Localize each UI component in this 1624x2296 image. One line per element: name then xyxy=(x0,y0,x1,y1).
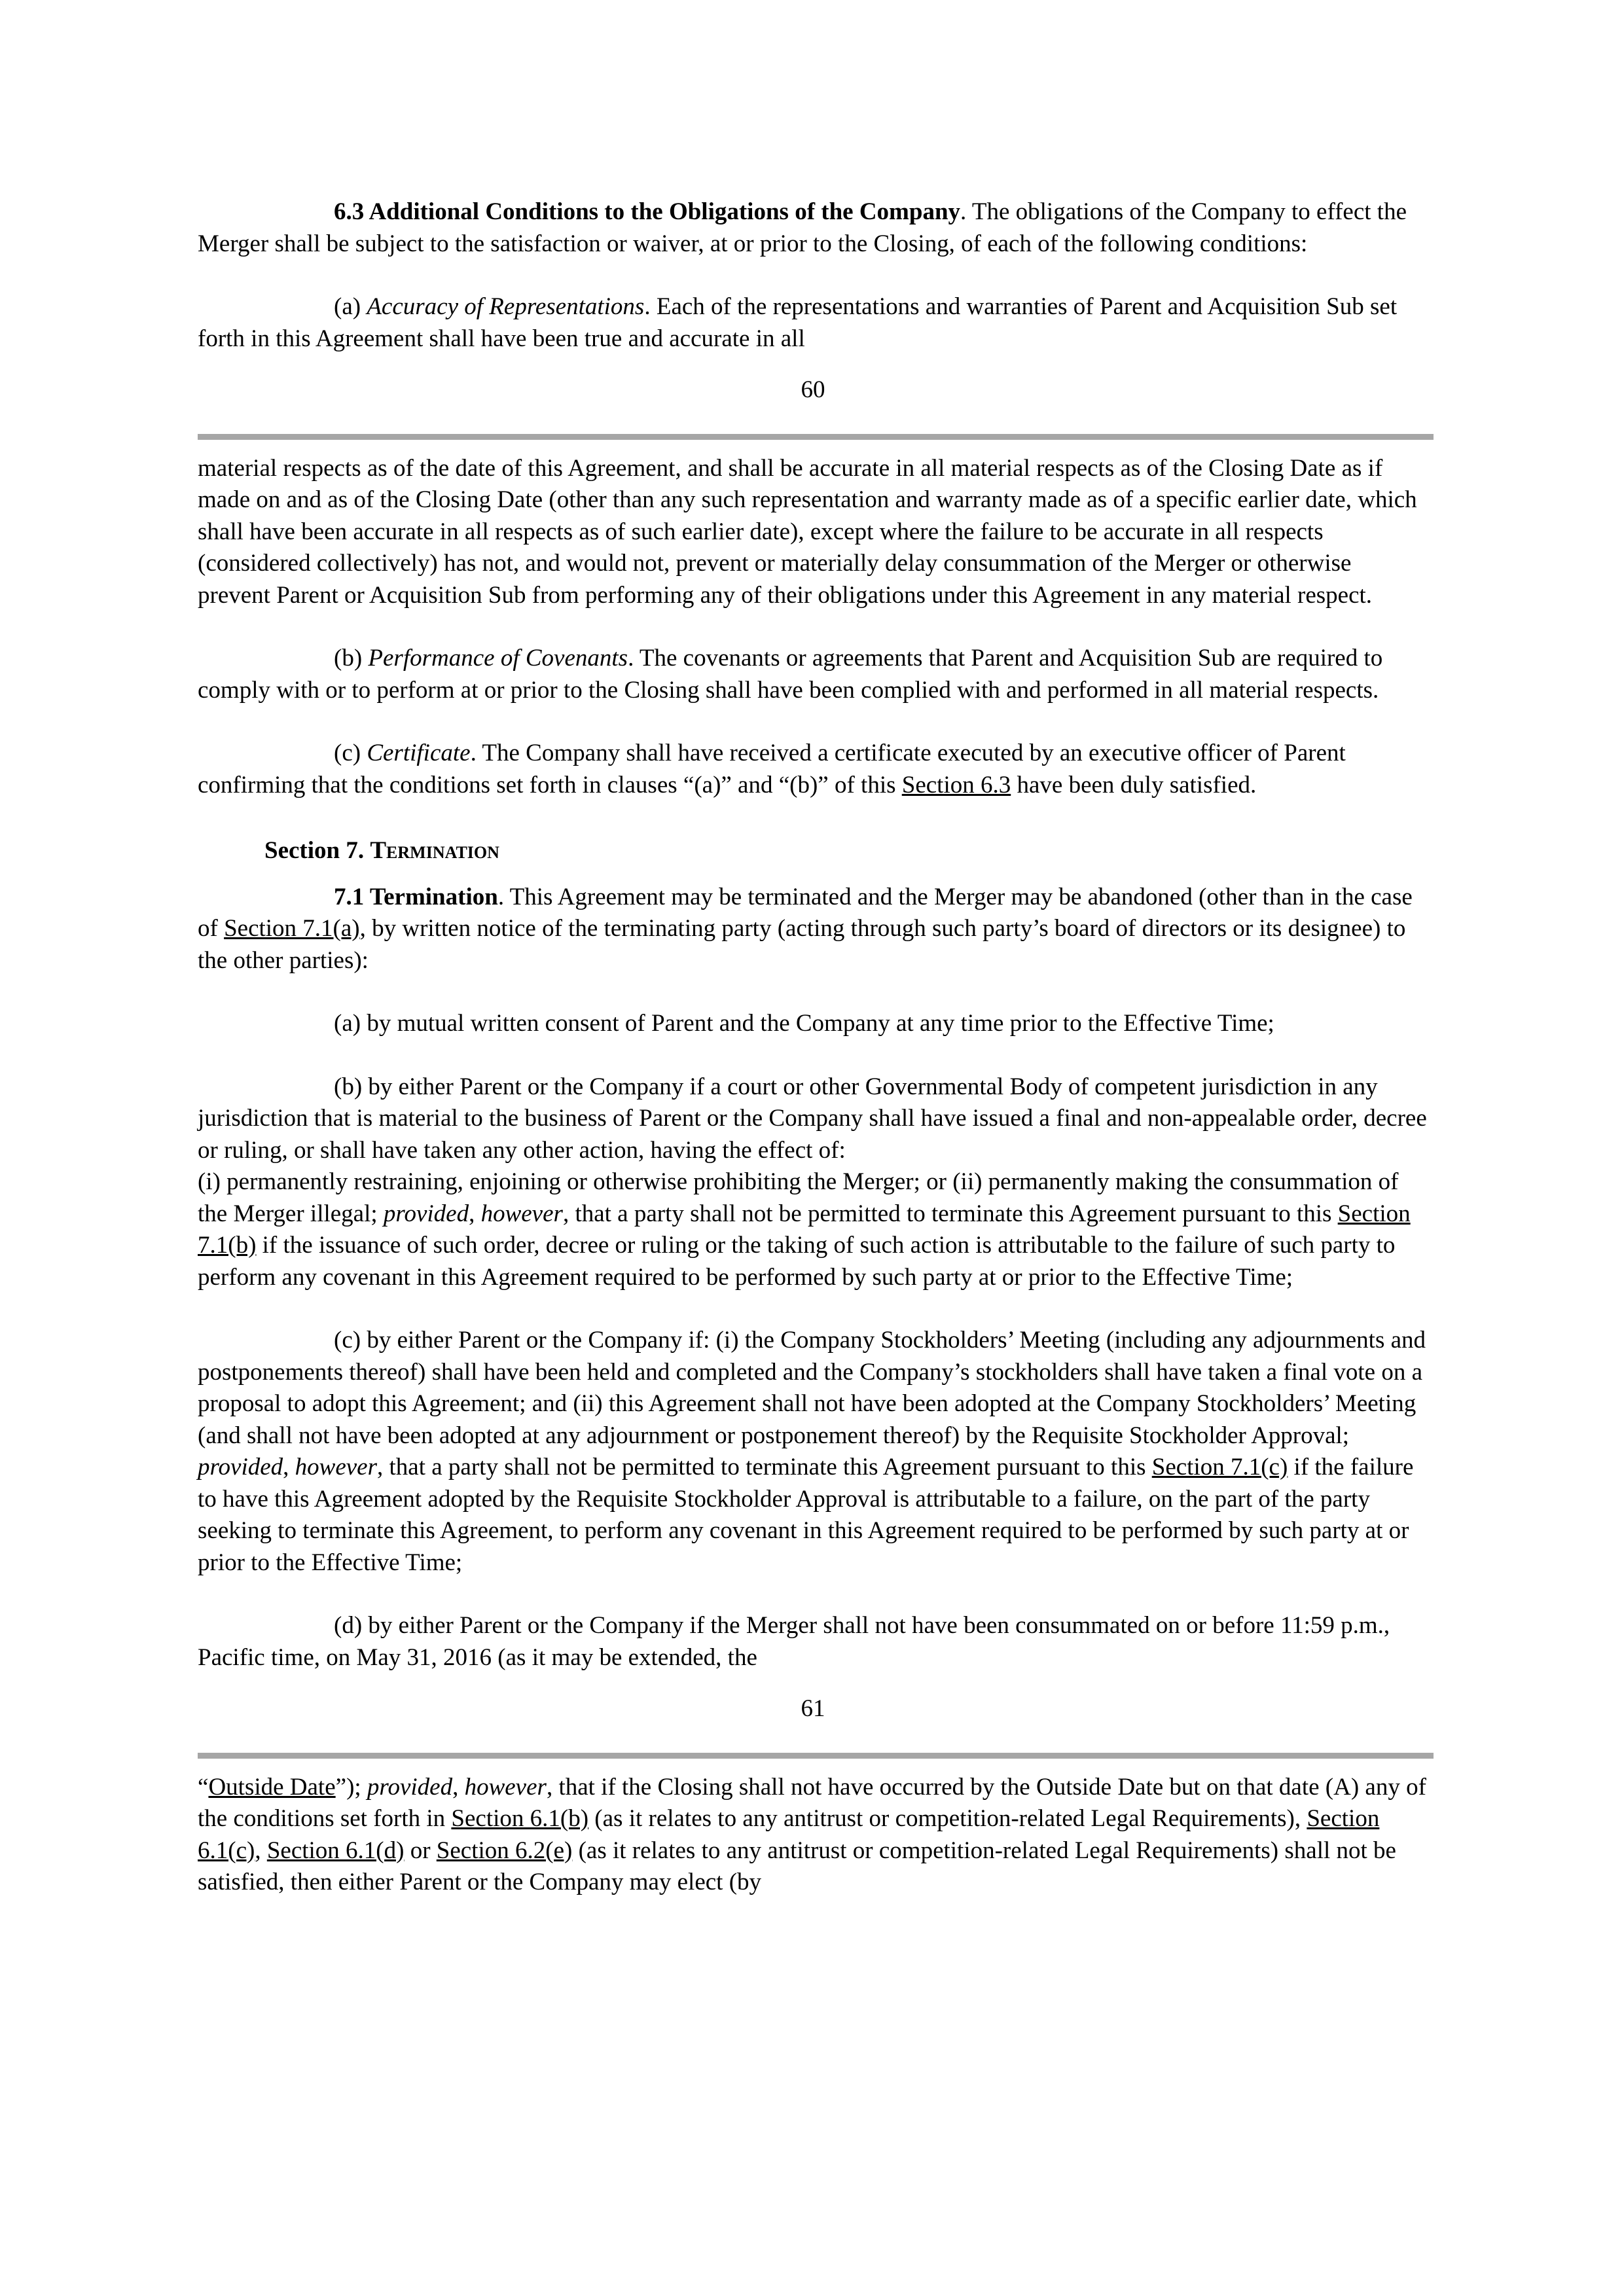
page-number: 60 xyxy=(801,376,825,403)
section-reference: Section 6.1(d) xyxy=(266,1837,405,1864)
page-break-divider xyxy=(198,434,1434,440)
clause-term: Certificate xyxy=(367,740,471,766)
page-number: 61 xyxy=(801,1695,825,1722)
clause-6-3-c: (c) Certificate. The Company shall have received a certificate executed by an executive officer of Parent confirming that the conditions set forth in clauses “(a)” and “(b)” of this Section 6.3 have been duly satisfied. xyxy=(198,740,1346,798)
section-reference: Section 6.2(e) xyxy=(436,1837,573,1864)
section-6-3-heading: 6.3 Additional Conditions to the Obligations of the Company xyxy=(334,198,961,225)
section-7-heading: Section 7. Termination xyxy=(264,837,499,864)
page-break-divider xyxy=(198,1753,1434,1759)
clause-term: Performance of Covenants xyxy=(368,645,628,672)
clause-7-1-a: (a) by mutual written consent of Parent and the Company at any time prior to the Effective Time; xyxy=(334,1010,1274,1037)
clause-7-1-d-continued: “Outside Date”); provided, however, that if the Closing shall not have occurred by the Outside Date but on that date (A) any of the conditions set forth in Section 6.1(b) (as it relates to any antitrust or competition-related Legal Requirements), Section 6.1(c), Section 6.1(d) or Section 6.2(e) (as it relates to any antitrust or competition-related Legal Requirements) shall not be satisfied, then either Parent or the Company may elect (by xyxy=(198,1773,1426,1895)
section-reference: Section 7.1(b) xyxy=(198,1200,1411,1259)
section-reference: Section 7.1(a) xyxy=(224,915,360,942)
clause-7-1-b: (b) by either Parent or the Company if a court or other Governmental Body of competent jurisdiction in any jurisdiction that is material to the business of Parent or the Company shall have issued a final and non-appealable order, decree or ruling, or shall have taken any other action, having the effect of: xyxy=(198,1073,1427,1164)
clause-7-1-d: (d) by either Parent or the Company if the Merger shall not have been consummated on or before 11:59 p.m., Pacific time, on May 31, 2016 (as it may be extended, the xyxy=(198,1612,1390,1671)
section-reference: Section 6.3 xyxy=(901,771,1011,798)
clause-7-1-b-continued: (i) permanently restraining, enjoining or otherwise prohibiting the Merger; or (ii) permanently making the consummation of the Merger illegal; provided, however, that a party shall not be permitted to terminate this Agreement pursuant to this Section 7.1(b) if the issuance of such order, decree or ruling or the taking of such action is attributable to the failure of such party to perform any covenant in this Agreement required to be performed by such party at or prior to the Effective Time; xyxy=(198,1168,1411,1291)
section-7-1-paragraph: 7.1 Termination. This Agreement may be terminated and the Merger may be abandoned (other than in the case of Section 7.1(a), by written notice of the terminating party (acting through such party’s board of directors or its designee) to the other parties): xyxy=(198,883,1413,974)
section-7-1-heading: 7.1 Termination xyxy=(334,883,498,910)
section-reference: Section 7.1(c) xyxy=(1151,1454,1288,1480)
section-reference: Section 6.1(c) xyxy=(198,1805,1380,1864)
clause-6-3-a: (a) Accuracy of Representations. Each of the representations and warranties of Parent and Acquisition Sub set forth in this Agreement shall have been true and accurate in all xyxy=(198,293,1398,352)
section-reference: Section 6.1(b) xyxy=(451,1805,589,1832)
defined-term: Outside Date xyxy=(208,1773,336,1801)
document-body xyxy=(198,196,1428,1930)
clause-term: Accuracy of Representations xyxy=(367,293,645,320)
clause-6-3-a-continued: material respects as of the date of this Agreement, and shall be accurate in all material respects as of the Closing Date as if made on and as of the Closing Date (other than any such representation and warranty made as of a specific earlier date, which shall have been accurate in all respects as of such earlier date), except where the failure to be accurate in all respects (considered collectively) has not, and would not, prevent or materially delay consummation of the Merger or otherwise prevent Parent or Acquisition Sub from performing any of their obligations under this Agreement in any material respect. xyxy=(198,454,1417,609)
clause-7-1-c: (c) by either Parent or the Company if: (i) the Company Stockholders’ Meeting (including any adjournments and postponements thereof) shall have been held and completed and the Company’s stockholders shall have taken a final vote on a proposal to adopt this Agreement; and (ii) this Agreement shall not have been adopted at the Company Stockholders’ Meeting (and shall not have been adopted at any adjournment or postponement thereof) by the Requisite Stockholder Approval; provided, however, that a party shall not be permitted to terminate this Agreement pursuant to this Section 7.1(c) if the failure to have this Agreement adopted by the Requisite Stockholder Approval is attributable to a failure, on the part of the party seeking to terminate this Agreement, to perform any covenant in this Agreement required to be performed by such party at or prior to the Effective Time; xyxy=(198,1327,1426,1576)
section-6-3-paragraph: 6.3 Additional Conditions to the Obligations of the Company. The obligations of the Company to effect the Merger shall be subject to the satisfaction or waiver, at or prior to the Closing, of each of the following conditions: xyxy=(198,198,1407,257)
clause-6-3-b: (b) Performance of Covenants. The covenants or agreements that Parent and Acquisition Sub are required to comply with or to perform at or prior to the Closing shall have been complied with and performed in all material respects. xyxy=(198,645,1383,704)
